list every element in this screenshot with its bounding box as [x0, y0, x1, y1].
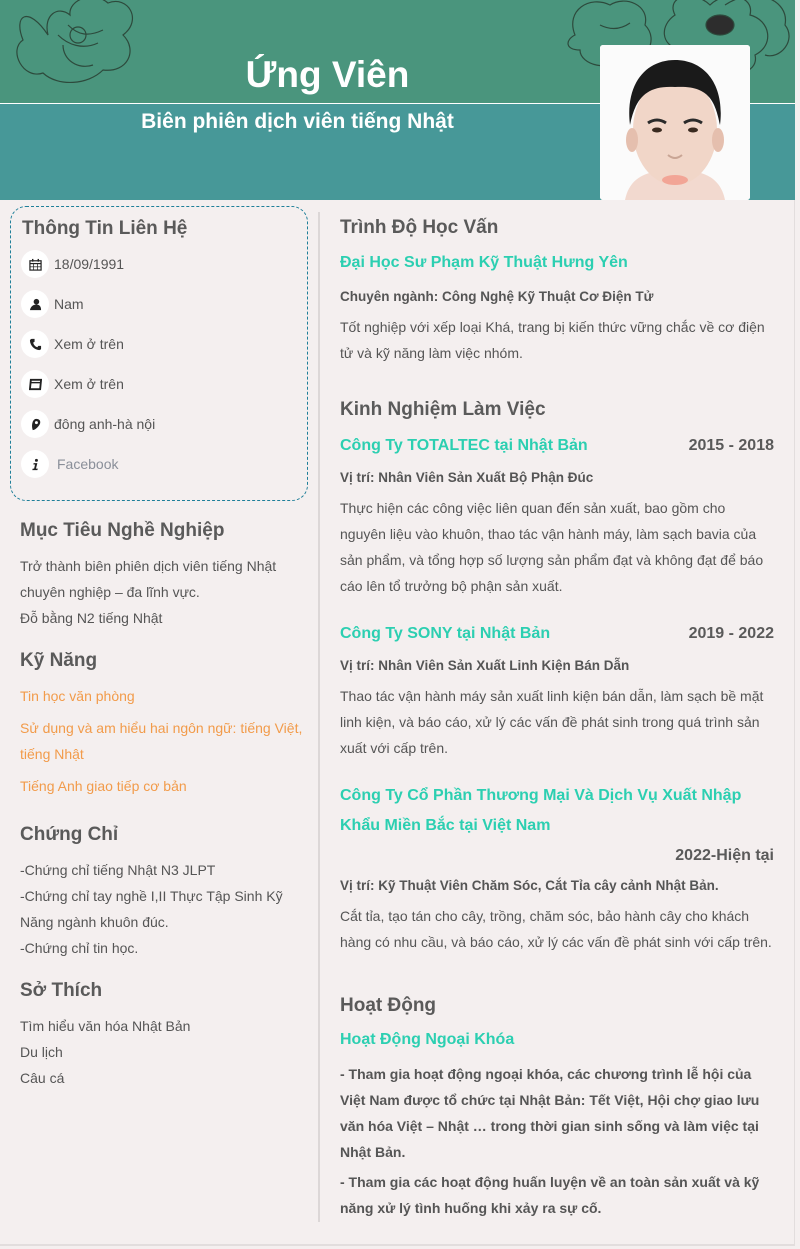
job-role: Vị trí: Nhân Viên Sản Xuất Linh Kiện Bán Dẫn: [340, 658, 630, 673]
contact-item-email: [21, 370, 124, 398]
job-description: Cắt tỉa, tạo tán cho cây, trồng, chăm sóc, bảo hành cây cho khách hàng có nhu cầu, và báo cáo, xử lý các vấn đề phát sinh với cấp trên.: [340, 908, 772, 950]
certificate-item: -Chứng chỉ tay nghề I,II Thực Tập Sinh Kỹ Năng ngành khuôn đúc.: [20, 888, 283, 930]
candidate-job-title: Biên phiên dịch viên tiếng Nhật: [141, 110, 454, 133]
column-divider: [318, 212, 320, 1222]
address-value: đông anh-hà nội: [54, 416, 156, 432]
experience-section: [340, 397, 774, 955]
education-section: [340, 215, 774, 366]
facebook-link[interactable]: Facebook: [57, 456, 119, 472]
skills-section: [20, 648, 305, 805]
contact-item-phone: [21, 330, 124, 358]
activities-section: [340, 993, 774, 1221]
certificate-item: -Chứng chỉ tin học.: [20, 940, 139, 956]
job-role: Vị trí: Nhân Viên Sản Xuất Bộ Phận Đúc: [340, 470, 594, 485]
info-icon: [21, 450, 49, 478]
objective-title: Mục Tiêu Nghề Nghiệp: [20, 520, 225, 541]
experience-title: Kinh Nghiệm Làm Việc: [340, 399, 546, 420]
objective-section: [20, 518, 305, 631]
hobby-item: Câu cá: [20, 1070, 65, 1086]
company-name: Công Ty TOTALTEC tại Nhật Bản: [340, 437, 588, 454]
activities-title: Hoạt Động: [340, 995, 437, 1016]
certificate-item: -Chứng chỉ tiếng Nhật N3 JLPT: [20, 862, 216, 878]
activity-item: - Tham gia các hoạt động huấn luyện về an toàn sản xuất và kỹ năng xử lý tình huống khi xảy ra sự cố.: [340, 1174, 760, 1216]
hobbies-section: [20, 978, 305, 1091]
job-entry: [340, 619, 774, 761]
hobbies-title: Sở Thích: [20, 980, 103, 1001]
job-period: 2019 - 2022: [688, 625, 774, 642]
contact-item-birthday: [21, 250, 124, 278]
job-period: 2022-Hiện tại: [675, 847, 774, 864]
hobby-item: Du lịch: [20, 1044, 63, 1060]
phone-icon: [21, 330, 49, 358]
job-description: Thực hiện các công việc liên quan đến sản xuất, bao gồm cho nguyên liệu vào khuôn, thao tác vận hành máy, làm sạch bavia của sản phẩm, và tổng hợp số lượng sản phẩm đạt và không đạt để báo cáo lên tổ trưởng bộ phận sản xuất.: [340, 500, 764, 594]
contact-item-address: [21, 410, 155, 438]
skill-item: Tiếng Anh giao tiếp cơ bản: [20, 778, 187, 794]
job-role: Vị trí: Kỹ Thuật Viên Chăm Sóc, Cắt Tỉa cây cảnh Nhật Bản.: [340, 878, 719, 893]
contact-item-gender: [21, 290, 84, 318]
contact-info-box: [10, 206, 308, 501]
company-name: Công Ty SONY tại Nhật Bản: [340, 625, 551, 642]
contact-section-title: Thông Tin Liên Hệ: [22, 218, 188, 239]
skills-title: Kỹ Năng: [20, 650, 98, 671]
email-icon: [21, 370, 49, 398]
objective-line: Đỗ bằng N2 tiếng Nhật: [20, 610, 163, 626]
certificates-section: [20, 822, 305, 961]
skill-item: Tin học văn phòng: [20, 688, 135, 704]
gender-value: Nam: [54, 296, 84, 312]
flower-decoration-icon: [8, 0, 138, 90]
user-icon: [21, 290, 49, 318]
activity-subtitle: Hoạt Động Ngoại Khóa: [340, 1031, 515, 1048]
profile-photo: [600, 45, 750, 200]
education-description: Tốt nghiệp với xếp loại Khá, trang bị kiến thức vững chắc về cơ điện tử và kỹ năng làm việc nhóm.: [340, 319, 765, 361]
birthday-value: 18/09/1991: [54, 256, 125, 272]
company-name: Công Ty Cổ Phần Thương Mại Và Dịch Vụ Xuất Nhập Khẩu Miền Bắc tại Việt Nam: [340, 787, 742, 834]
activity-item: - Tham gia hoạt động ngoại khóa, các chương trình lễ hội của Việt Nam được tổ chức tại Nhật Bản: Tết Việt, Hội chợ giao lưu văn hóa Việt – Nhật … trong thời gian sinh sống và làm việc tại Nhật Bản.: [340, 1066, 760, 1160]
calendar-icon: [21, 250, 49, 278]
education-major: Chuyên ngành: Công Nghệ Kỹ Thuật Cơ Điện Tử: [340, 289, 654, 304]
skill-item: Sử dụng và am hiểu hai ngôn ngữ: tiếng Việt, tiếng Nhật: [20, 720, 303, 762]
school-name: Đại Học Sư Phạm Kỹ Thuật Hưng Yên: [340, 254, 628, 271]
candidate-name: Ứng Viên: [245, 54, 410, 95]
person-portrait-icon: [600, 45, 750, 200]
cv-header: [0, 0, 795, 200]
hobby-item: Tìm hiểu văn hóa Nhật Bản: [20, 1018, 191, 1034]
education-title: Trình Độ Học Vấn: [340, 217, 499, 238]
email-value: Xem ở trên: [54, 376, 124, 392]
location-icon: [21, 410, 49, 438]
job-entry: [340, 781, 774, 955]
contact-item-social[interactable]: [21, 450, 118, 478]
phone-value: Xem ở trên: [54, 336, 124, 352]
job-description: Thao tác vận hành máy sản xuất linh kiện bán dẫn, làm sạch bề mặt linh kiện, và báo cáo, xử lý các vấn đề phát sinh trong quá trình sản xuất với cấp trên.: [340, 688, 764, 756]
objective-line: Trở thành biên phiên dịch viên tiếng Nhật chuyên nghiệp – đa lĩnh vực.: [20, 558, 277, 600]
certificates-title: Chứng Chỉ: [20, 824, 119, 845]
job-entry: [340, 431, 774, 599]
job-period: 2015 - 2018: [688, 437, 774, 454]
